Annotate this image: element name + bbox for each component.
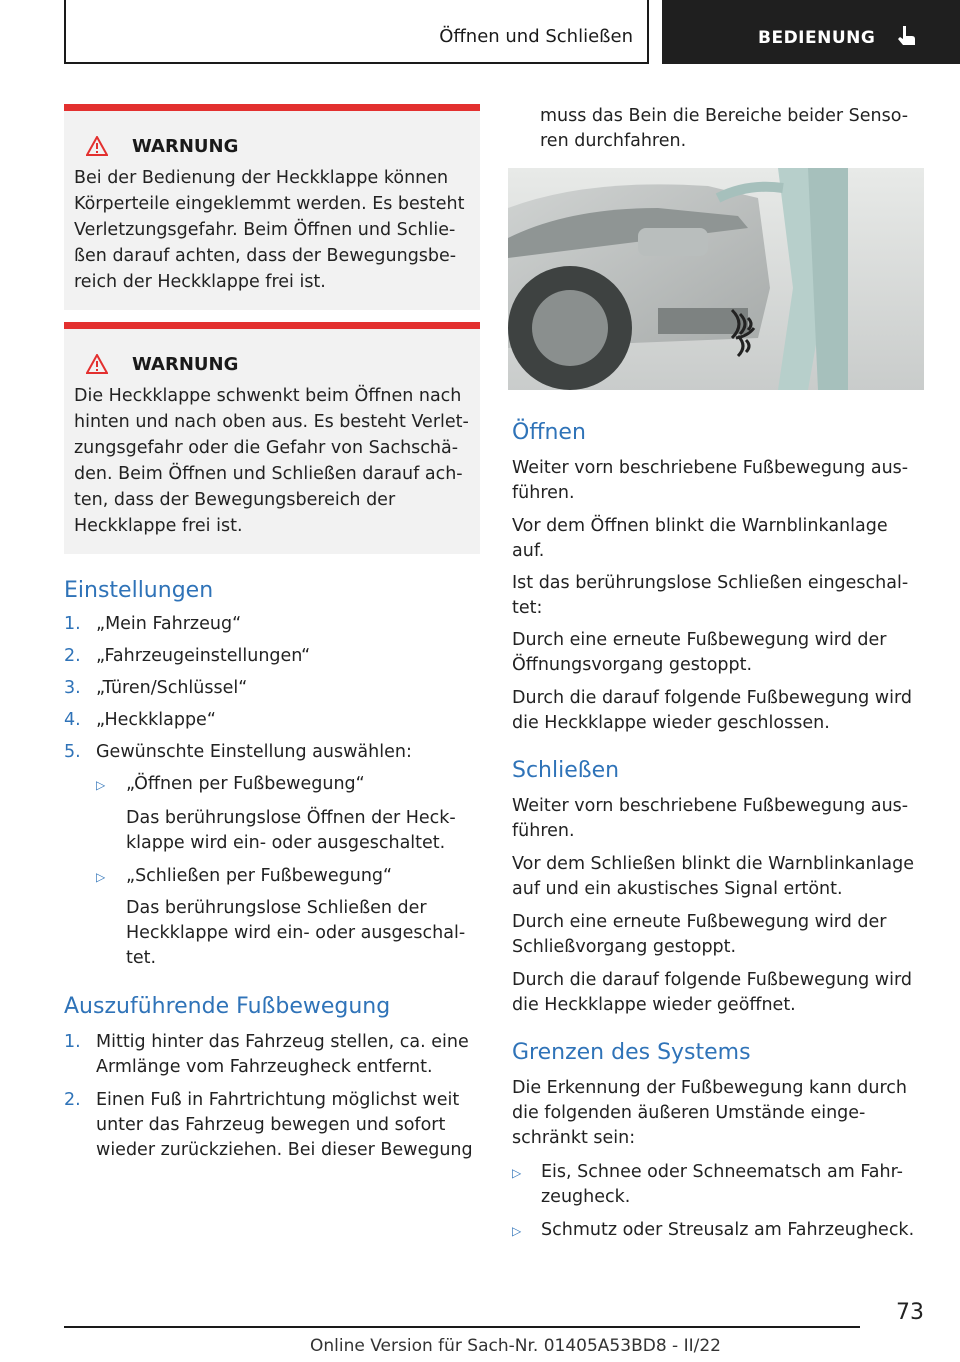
paragraph-line: die Heckklappe wieder geschlossen. (512, 713, 830, 733)
illustration-foot-sensor (508, 168, 924, 390)
step-number: 5. (64, 742, 81, 762)
heading-einstellungen: Einstellungen (64, 578, 214, 603)
paragraph-line: Öffnungsvorgang gestoppt. (512, 655, 753, 675)
bullet-triangle-icon: ▷ (512, 1166, 522, 1180)
option-desc: tet. (126, 948, 157, 968)
footer-divider (64, 1326, 860, 1328)
page-header-title: Öffnen und Schließen (439, 26, 633, 47)
warning-triangle-icon (86, 354, 108, 374)
step-text: Armlänge vom Fahrzeugheck entfernt. (96, 1057, 433, 1077)
step-number: 2. (64, 646, 81, 666)
paragraph-line: auf und ein akustisches Signal ertönt. (512, 879, 843, 899)
bullet-triangle-icon: ▷ (96, 870, 106, 884)
step-text: unter das Fahrzeug bewegen und sofort (96, 1115, 446, 1135)
bullet-triangle-icon: ▷ (512, 1224, 522, 1238)
step-text: „Heckklappe“ (96, 710, 216, 730)
paragraph-line: tet: (512, 598, 543, 618)
option-label: „Schließen per Fußbewegung“ (126, 866, 393, 886)
header-section-tab (662, 0, 960, 64)
section-label: BEDIENUNG (758, 28, 876, 48)
option-desc: Heckklappe wird ein- oder ausgeschal- (126, 923, 466, 943)
option-desc: Das berührungslose Öffnen der Heck- (126, 808, 456, 828)
step-text: „Türen/Schlüssel“ (96, 678, 248, 698)
step-text: Einen Fuß in Fahrtrichtung möglichst weit (96, 1090, 460, 1110)
continuation-text: muss das Bein die Bereiche beider Senso- (540, 106, 909, 126)
warning-title: WARNUNG (132, 353, 239, 375)
paragraph-line: die Heckklappe wieder geöffnet. (512, 995, 796, 1015)
option-label: „Öffnen per Fußbewegung“ (126, 774, 365, 794)
header-title-box (64, 0, 649, 64)
heading-schliessen: Schließen (512, 758, 620, 783)
step-number: 3. (64, 678, 81, 698)
hand-pointer-icon (892, 24, 918, 48)
step-text: „Mein Fahrzeug“ (96, 614, 242, 634)
step-text: wieder zurückziehen. Bei dieser Bewegung (96, 1140, 473, 1160)
heading-grenzen: Grenzen des Systems (512, 1040, 751, 1065)
paragraph-line: führen. (512, 821, 575, 841)
heading-fussbewegung: Auszuführende Fußbewegung (64, 994, 391, 1019)
paragraph-line: Schließvorgang gestoppt. (512, 937, 737, 957)
paragraph-line: Durch die darauf folgende Fußbewegung wird (512, 688, 912, 708)
step-number: 4. (64, 710, 81, 730)
bullet-text: Eis, Schnee oder Schneematsch am Fahr- (541, 1162, 903, 1182)
paragraph-line: auf. (512, 541, 545, 561)
paragraph-line: Die Erkennung der Fußbewegung kann durch (512, 1078, 908, 1098)
step-number: 2. (64, 1090, 81, 1110)
paragraph-line: Durch eine erneute Fußbewegung wird der (512, 630, 887, 650)
paragraph-line: führen. (512, 483, 575, 503)
paragraph-line: Durch eine erneute Fußbewegung wird der (512, 912, 887, 932)
step-text: „Fahrzeugeinstellungen“ (96, 646, 311, 666)
paragraph-line: Vor dem Schließen blinkt die Warnblinkanlage (512, 854, 915, 874)
warning-box-1 (64, 104, 480, 310)
warning-title: WARNUNG (132, 135, 239, 157)
bullet-text: zeugheck. (541, 1187, 631, 1207)
step-number: 1. (64, 614, 81, 634)
footer-text: Online Version für Sach-Nr. 01405A53BD8 - II/22 (310, 1336, 721, 1356)
step-text: Gewünschte Einstellung auswählen: (96, 742, 412, 762)
warning-box-2 (64, 322, 480, 554)
step-text: Mittig hinter das Fahrzeug stellen, ca. eine (96, 1032, 469, 1052)
paragraph-line: schränkt sein: (512, 1128, 636, 1148)
warning-triangle-icon (86, 136, 108, 156)
option-desc: klappe wird ein- oder ausgeschaltet. (126, 833, 446, 853)
option-desc: Das berührungslose Schließen der (126, 898, 427, 918)
paragraph-line: Weiter vorn beschriebene Fußbewegung aus- (512, 458, 909, 478)
step-number: 1. (64, 1032, 81, 1052)
heading-oeffnen: Öffnen (512, 420, 586, 445)
paragraph-line: Vor dem Öffnen blinkt die Warnblinkanlage (512, 516, 888, 536)
warning-text: Die Heckklappe schwenkt beim Öffnen nach hinten und nach oben aus. Es besteht Verlet- zungsgefahr oder die Gefahr von Sachschä- den. Beim Öffnen und Schließen darauf ach- ten, dass der Bewegungsbereich der Heckklappe frei ist. (74, 386, 469, 536)
paragraph-line: Durch die darauf folgende Fußbewegung wird (512, 970, 912, 990)
page-number: 73 (896, 1300, 924, 1325)
paragraph-line: Weiter vorn beschriebene Fußbewegung aus- (512, 796, 909, 816)
paragraph-line: Ist das berührungslose Schließen eingeschal- (512, 573, 909, 593)
warning-text: Bei der Bedienung der Heckklappe können Körperteile eingeklemmt werden. Es besteht Verletzungsgefahr. Beim Öffnen und Schlie- ßen darauf achten, dass der Bewegungsbe- reich der Heckklappe frei ist. (74, 168, 465, 292)
bullet-text: Schmutz oder Streusalz am Fahrzeugheck. (541, 1220, 915, 1240)
continuation-text: ren durchfahren. (540, 131, 687, 151)
bullet-triangle-icon: ▷ (96, 778, 106, 792)
paragraph-line: die folgenden äußeren Umstände einge- (512, 1103, 866, 1123)
